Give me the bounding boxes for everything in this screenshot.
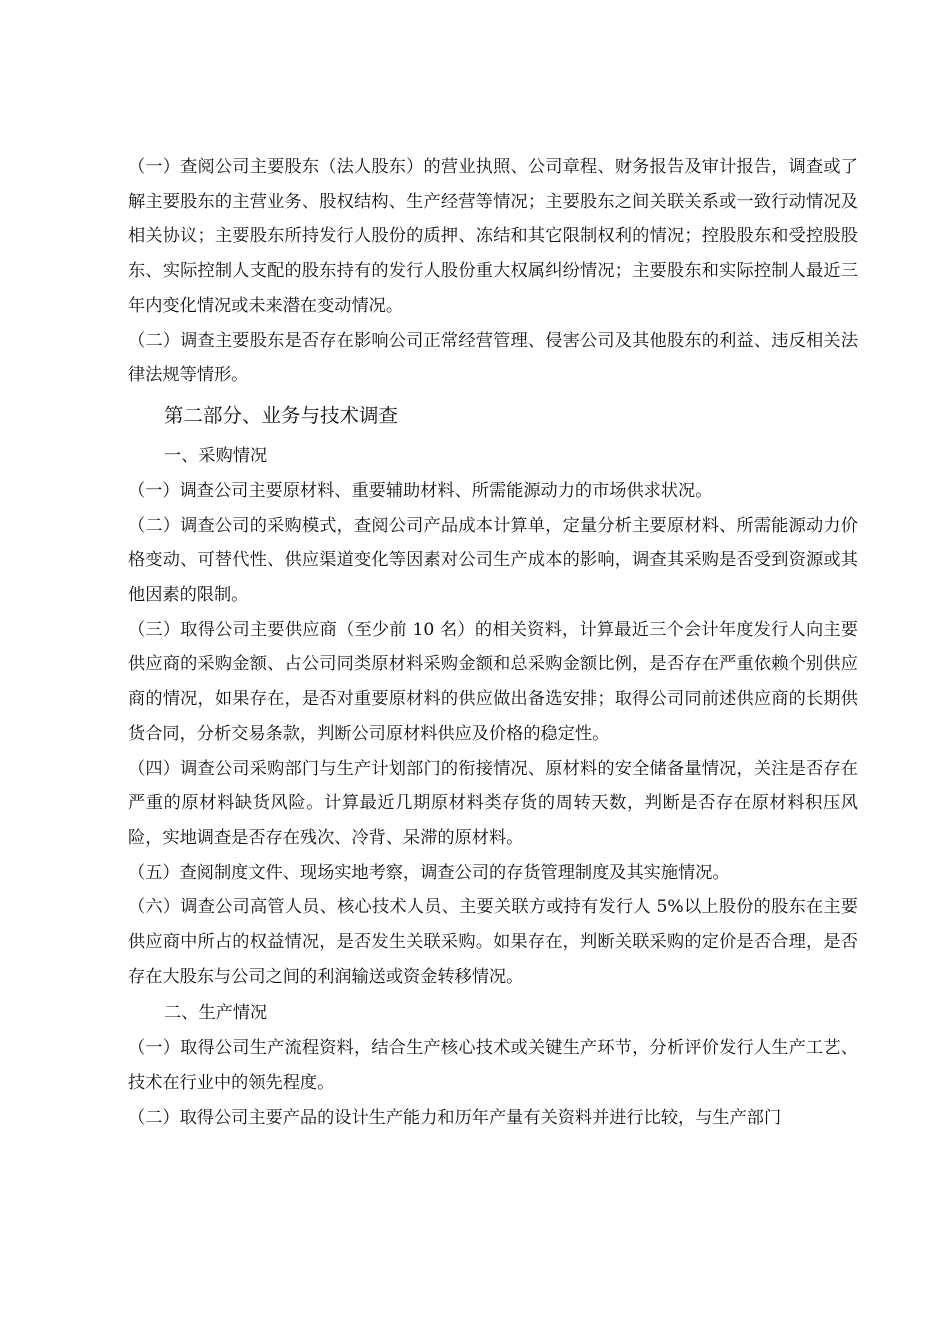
paragraph-production-2: （二）取得公司主要产品的设计生产能力和历年产量有关资料并进行比较，与生产部门 [128,1107,782,1128]
document-body [128,150,858,1136]
paragraph-procurement-3: （三）取得公司主要供应商（至少前 10 名）的相关资料，计算最近三个会计年度发行人向主要供应商的采购金额、占公司同类原材料采购金额和总采购金额比例，是否存在严重依赖个别供应商的情况，如果存在，是否对重要原材料的供应做出备选安排；取得公司同前述供应商的长期供货合同，分析交易条款，判断公司原材料供应及价格的稳定性。 [128,619,858,744]
paragraph-procurement-5: （五）查阅制度文件、现场实地考察，调查公司的存货管理制度及其实施情况。 [128,862,730,883]
paragraph-procurement-4: （四）调查公司采购部门与生产计划部门的衔接情况、原材料的安全储备量情况，关注是否存在严重的原材料缺货风险。计算最近几期原材料类存货的周转天数，判断是否存在原材料积压风险，实地调查是否存在残次、冷背、呆滞的原材料。 [128,758,858,848]
subsection-heading-procurement: 一、采购情况 [164,445,268,466]
paragraph-shareholder-compliance: （二）调查主要股东是否存在影响公司正常经营管理、侵害公司及其他股东的利益、违反相关法律法规等情形。 [128,330,858,386]
paragraph-shareholder-review: （一）查阅公司主要股东（法人股东）的营业执照、公司章程、财务报告及审计报告，调查或了解主要股东的主营业务、股权结构、生产经营等情况；主要股东之间关联关系或一致行动情况及相关协议；主要股东所持发行人股份的质押、冻结和其它限制权利的情况；控股股东和受控股股东、实际控制人支配的股东持有的发行人股份重大权属纠纷情况；主要股东和实际控制人最近三年内变化情况或未来潜在变动情况。 [128,157,858,316]
subsection-heading-production: 二、生产情况 [164,1003,268,1024]
paragraph-production-1: （一）取得公司生产流程资料，结合生产核心技术或关键生产环节，分析评价发行人生产工艺、技术在行业中的领先程度。 [128,1038,858,1094]
section-heading: 第二部分、业务与技术调查 [164,403,399,427]
paragraph-procurement-6: （六）调查公司高管人员、核心技术人员、主要关联方或持有发行人 5%以上股份的股东在主要供应商中所占的权益情况，是否发生关联采购。如果存在，判断关联采购的定价是否合理，是否存在大股东与公司之间的利润输送或资金转移情况。 [128,897,858,987]
paragraph-procurement-1: （一）调查公司主要原材料、重要辅助材料、所需能源动力的市场供求状况。 [128,480,713,501]
paragraph-procurement-2: （二）调查公司的采购模式，查阅公司产品成本计算单，定量分析主要原材料、所需能源动力价格变动、可替代性、供应渠道变化等因素对公司生产成本的影响，调查其采购是否受到资源或其他因素的限制。 [128,515,858,606]
